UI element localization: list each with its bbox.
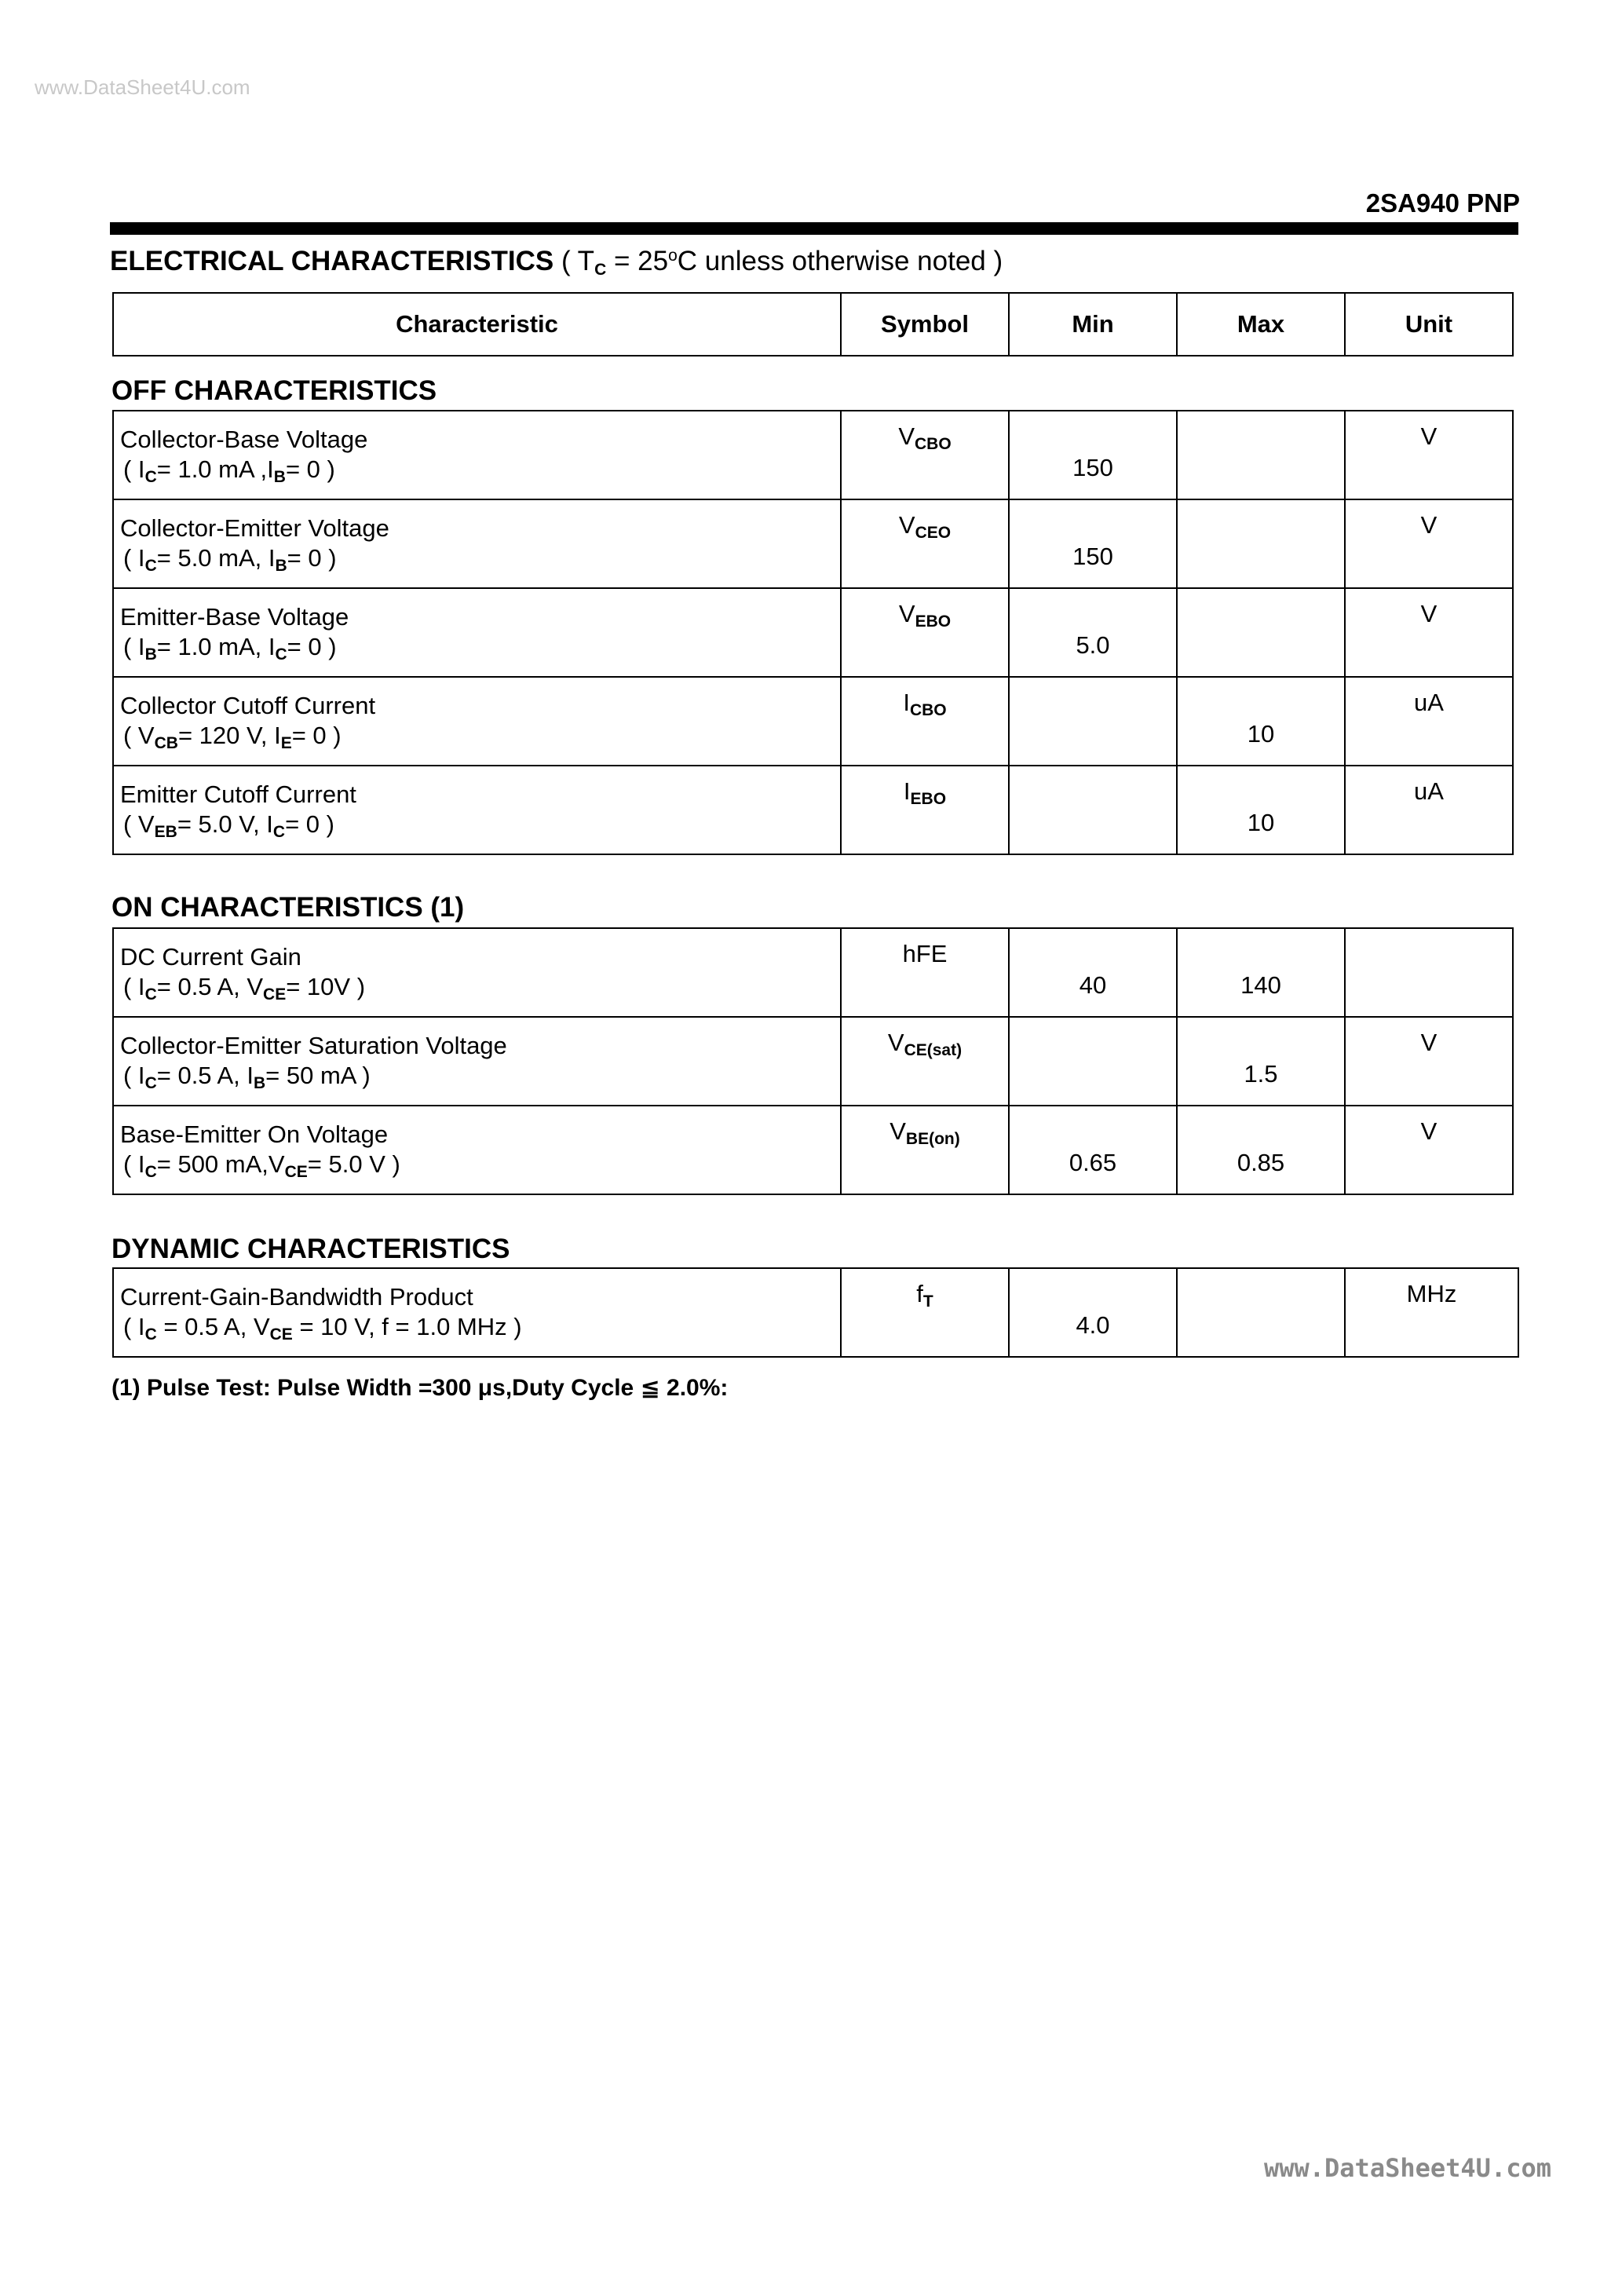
symbol: $I_{CBO}$ [903, 689, 947, 719]
test-condition: ( $I_C= 0.5$ A, $V_{CE}= 10V$ ) [123, 973, 366, 1004]
characteristic-cell [113, 1268, 841, 1357]
unit-value: V [1420, 422, 1438, 450]
unit-value: V [1420, 1117, 1438, 1145]
pulse-test-footnote: (1) Pulse Test: Pulse Width =300 μs,Duty Cycle ≦ 2.0%: [111, 1375, 729, 1401]
col-min: Min [1009, 293, 1177, 356]
symbol-cell [841, 411, 1009, 499]
dynamic-characteristics-title: DYNAMIC CHARACTERISTICS [111, 1234, 510, 1264]
unit-cell [1345, 1268, 1518, 1357]
parameter-name: Collector-Base Voltage [120, 426, 368, 453]
watermark-top: www.DataSheet4U.com [35, 75, 250, 99]
min-cell [1009, 1106, 1177, 1194]
symbol: $f_T$ [916, 1280, 933, 1311]
min-value: 150 [1072, 454, 1113, 481]
off-characteristics-table [112, 410, 1514, 855]
max-value: 140 [1240, 971, 1281, 999]
part-number: 2SA940 PNP [1365, 188, 1520, 218]
parameter-name: Collector-Emitter Voltage [120, 514, 389, 542]
max-cell [1177, 928, 1345, 1017]
unit-cell [1345, 499, 1513, 588]
symbol: $V_{BE(on)}$ [890, 1117, 960, 1148]
heading-title: ELECTRICAL CHARACTERISTICS [110, 246, 554, 276]
parameter-name: Emitter-Base Voltage [120, 603, 349, 631]
symbol-cell [841, 677, 1009, 766]
unit-value: uA [1414, 777, 1444, 805]
unit-cell [1345, 1017, 1513, 1106]
max-value: 0.85 [1237, 1149, 1285, 1176]
symbol: hFE [902, 940, 948, 967]
parameter-name: Base-Emitter On Voltage [120, 1121, 389, 1148]
symbol: $V_{EBO}$ [898, 600, 952, 631]
min-value: 150 [1072, 543, 1113, 570]
symbol-cell [841, 1268, 1009, 1357]
unit-cell [1345, 928, 1513, 1017]
parameter-name: Collector Cutoff Current [120, 692, 376, 719]
max-value: 10 [1247, 809, 1275, 836]
off-characteristics-title: OFF CHARACTERISTICS [111, 375, 437, 406]
unit-value: uA [1414, 689, 1444, 716]
col-unit: Unit [1345, 293, 1513, 356]
min-cell [1009, 499, 1177, 588]
characteristic-cell [113, 588, 841, 677]
test-condition: ( $I_C= 500$ $mA,V_{CE}= 5.0$ V ) [123, 1150, 400, 1181]
test-condition: ( $V_{CB}= 120$ V, $I_E= 0$ ) [123, 722, 342, 752]
unit-cell [1345, 411, 1513, 499]
on-characteristics-table [112, 927, 1514, 1195]
table-row [113, 588, 1513, 677]
min-cell [1009, 588, 1177, 677]
min-cell [1009, 766, 1177, 854]
test-condition: ( $I_C= 0.5$ A, $I_B= 50$ mA ) [123, 1062, 371, 1092]
max-cell [1177, 499, 1345, 588]
min-value: 0.65 [1069, 1149, 1117, 1176]
symbol: $I_{EBO}$ [903, 777, 947, 808]
min-value: 4.0 [1076, 1311, 1110, 1339]
test-condition: ( $V_{EB}= 5.0$ V, $I_C= 0$ ) [123, 810, 334, 841]
parameter-name: Current-Gain-Bandwidth Product [120, 1283, 473, 1311]
table-row [113, 1106, 1513, 1194]
test-condition: ( $I_B= 1.0$ mA, $I_C= 0$ ) [123, 633, 337, 664]
characteristic-cell [113, 411, 841, 499]
electrical-characteristics-heading: ELECTRICAL CHARACTERISTICS ( $T_C = 25^oC$ unless otherwise noted ) [110, 246, 1003, 279]
max-value: 10 [1247, 720, 1275, 748]
test-condition: ( $I_C = 0.5$ A, $V_{CE} = 10$ V, f = 1.0 MHz ) [123, 1313, 522, 1344]
table-row [113, 1268, 1518, 1357]
col-symbol: Symbol [841, 293, 1009, 356]
characteristic-cell [113, 499, 841, 588]
symbol: $V_{CE(sat)}$ [887, 1029, 963, 1059]
unit-value: V [1420, 1029, 1438, 1056]
parameter-name: DC Current Gain [120, 943, 301, 971]
unit-cell [1345, 766, 1513, 854]
max-cell [1177, 1017, 1345, 1106]
table-row [113, 499, 1513, 588]
symbol-cell [841, 499, 1009, 588]
unit-cell [1345, 677, 1513, 766]
max-cell [1177, 677, 1345, 766]
table-row [113, 766, 1513, 854]
symbol-cell [841, 1106, 1009, 1194]
max-cell [1177, 588, 1345, 677]
table-row [113, 1017, 1513, 1106]
symbol-cell [841, 766, 1009, 854]
symbol: $V_{CBO}$ [898, 422, 952, 453]
min-value: 5.0 [1076, 631, 1110, 659]
watermark-bottom: www.DataSheet4U.com [1263, 2153, 1551, 2183]
unit-value: V [1420, 600, 1438, 627]
max-cell [1177, 411, 1345, 499]
header-rule [110, 222, 1518, 235]
min-cell [1009, 1017, 1177, 1106]
col-characteristic: Characteristic [113, 293, 841, 356]
max-cell [1177, 1268, 1345, 1357]
min-cell [1009, 411, 1177, 499]
max-value: 1.5 [1244, 1060, 1278, 1088]
symbol-cell [841, 928, 1009, 1017]
max-cell [1177, 766, 1345, 854]
characteristic-cell [113, 766, 841, 854]
characteristic-cell [113, 928, 841, 1017]
parameter-name: Collector-Emitter Saturation Voltage [120, 1032, 507, 1059]
min-cell [1009, 928, 1177, 1017]
column-header-table [112, 292, 1514, 356]
max-cell [1177, 1106, 1345, 1194]
table-row [113, 677, 1513, 766]
symbol: $V_{CEO}$ [898, 511, 952, 542]
test-condition: ( $I_C= 5.0$ mA, $I_B= 0$ ) [123, 544, 337, 575]
parameter-name: Emitter Cutoff Current [120, 781, 356, 808]
unit-cell [1345, 1106, 1513, 1194]
on-characteristics-title: ON CHARACTERISTICS (1) [111, 892, 465, 923]
min-value: 40 [1079, 971, 1107, 999]
symbol-cell [841, 588, 1009, 677]
unit-value: MHz [1406, 1280, 1457, 1307]
min-cell [1009, 1268, 1177, 1357]
unit-cell [1345, 588, 1513, 677]
characteristic-cell [113, 1106, 841, 1194]
dynamic-characteristics-table [112, 1267, 1519, 1358]
table-row [113, 411, 1513, 499]
characteristic-cell [113, 677, 841, 766]
test-condition: ( $I_C= 1.0$ mA $,I_B= 0$ ) [123, 455, 335, 486]
symbol-cell [841, 1017, 1009, 1106]
characteristic-cell [113, 1017, 841, 1106]
min-cell [1009, 677, 1177, 766]
table-row [113, 928, 1513, 1017]
col-max: Max [1177, 293, 1345, 356]
unit-value: V [1420, 511, 1438, 539]
